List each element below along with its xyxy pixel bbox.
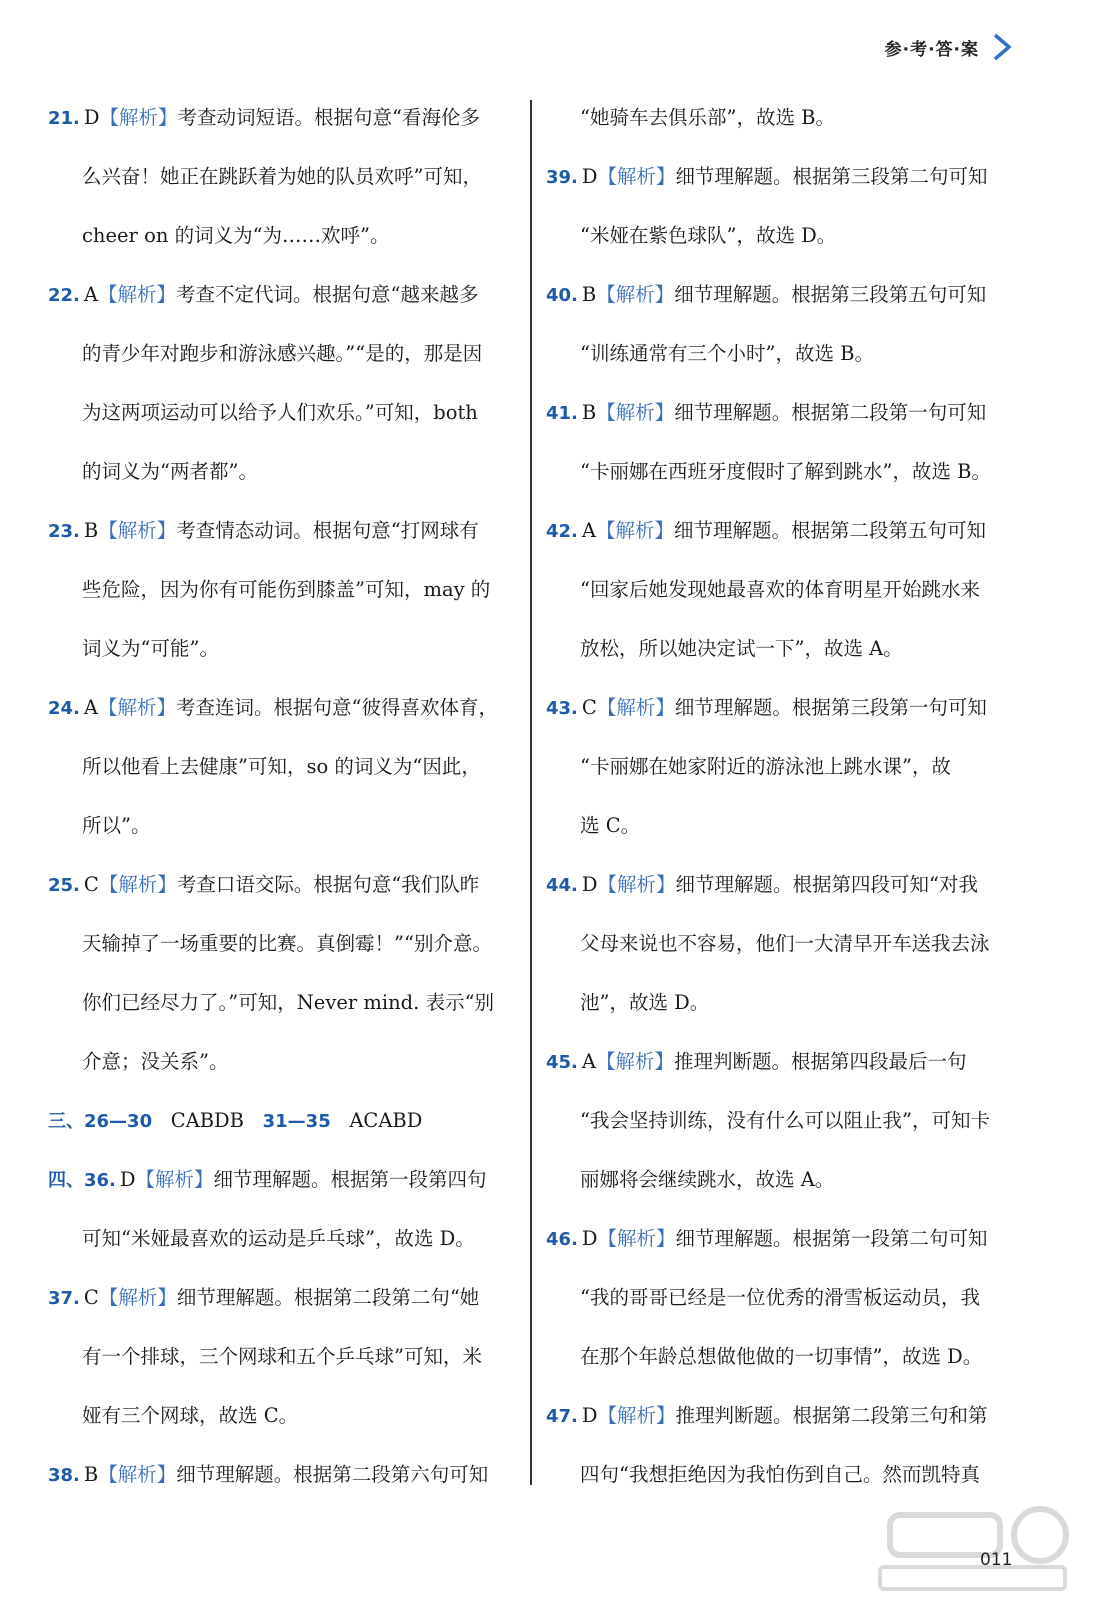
answer-item-47: 47. D【解析】推理判断题。根据第二段第三句和第 四句“我想拒绝因为我怕伤到自己。然而凯特真 [546,1404,988,1486]
answer-item-39: 39. D【解析】细节理解题。根据第三段第二句可知 “米娅在紫色球队”，故选 D。 [546,165,988,247]
answer-item-36: 四、36. D【解析】细节理解题。根据第一段第四句 可知“米娅最喜欢的运动是乒乓球”，故选 D。 [48,1168,487,1250]
answer-item-38-continued: “她骑车去俱乐部”，故选 B。 [580,106,835,129]
answer-item-38: 38. B【解析】细节理解题。根据第二段第六句可知 [48,1463,489,1486]
answer-item-37: 37. C【解析】细节理解题。根据第二段第二句“她 有一个排球，三个网球和五个乒乓球”可知，米 娅有三个网球，故选 C。 [48,1286,482,1427]
watermark-logo [870,1495,1070,1595]
answer-item-21: 21. D【解析】考查动词短语。根据句意“看海伦多 么兴奋！她正在跳跃着为她的队员欢呼”可知， cheer on 的词义为“为……欢呼”。 [48,106,482,247]
answer-item-46: 46. D【解析】细节理解题。根据第一段第二句可知 “我的哥哥已经是一位优秀的滑雪板运动员，我 在那个年龄总想做他做的一切事情”，故选 D。 [546,1227,988,1368]
answer-item-22: 22. A【解析】考查不定代词。根据句意“越来越多 的青少年对跑步和游泳感兴趣。”“是的，那是因 为这两项运动可以给予人们欢乐。”可知，both 的词义为“两者都”。 [48,283,483,483]
answer-item-45: 45. A【解析】推理判断题。根据第四段最后一句 “我会坚持训练，没有什么可以阻止我”，可知卡 丽娜将会继续跳水，故选 A。 [546,1050,990,1191]
chevron-right-icon [989,32,1015,62]
column-divider [530,100,532,1485]
section-three-answers: 三、26—30 CABDB 31—35 ACABD [48,1109,423,1132]
right-column [546,88,1014,1504]
header-title: 参·考·答·案 [884,39,979,60]
answer-item-42: 42. A【解析】细节理解题。根据第二段第五句可知 “回家后她发现她最喜欢的体育明星开始跳水来 放松，所以她决定试一下”，故选 A。 [546,519,987,660]
answer-item-41: 41. B【解析】细节理解题。根据第二段第一句可知 “卡丽娜在西班牙度假时了解到跳水”，故选 B。 [546,401,991,483]
left-column [48,88,510,1504]
answer-item-23: 23. B【解析】考查情态动词。根据句意“打网球有 些危险，因为你有可能伤到膝盖”可知，may 的 词义为“可能”。 [48,519,491,660]
answer-item-24: 24. A【解析】考查连词。根据句意“彼得喜欢体育， 所以他看上去健康”可知，so 的词义为“因此， 所以”。 [48,696,498,837]
answer-item-40: 40. B【解析】细节理解题。根据第三段第五句可知 “训练通常有三个小时”，故选 B。 [546,283,987,365]
answer-item-25: 25. C【解析】考查口语交际。根据句意“我们队昨 天输掉了一场重要的比赛。真倒霉！”“别介意。 你们已经尽力了。”可知，Never mind. 表示“别 介意；没关系”。 [48,873,495,1073]
answer-item-43: 43. C【解析】细节理解题。根据第三段第一句可知 “卡丽娜在她家附近的游泳池上跳水课”，故 选 C。 [546,696,987,837]
page-number: 011 [980,1550,1013,1570]
page-header [885,32,1015,62]
answer-item-44: 44. D【解析】细节理解题。根据第四段可知“对我 父母来说也不容易，他们一大清早开车送我去泳 池”，故选 D。 [546,873,990,1014]
